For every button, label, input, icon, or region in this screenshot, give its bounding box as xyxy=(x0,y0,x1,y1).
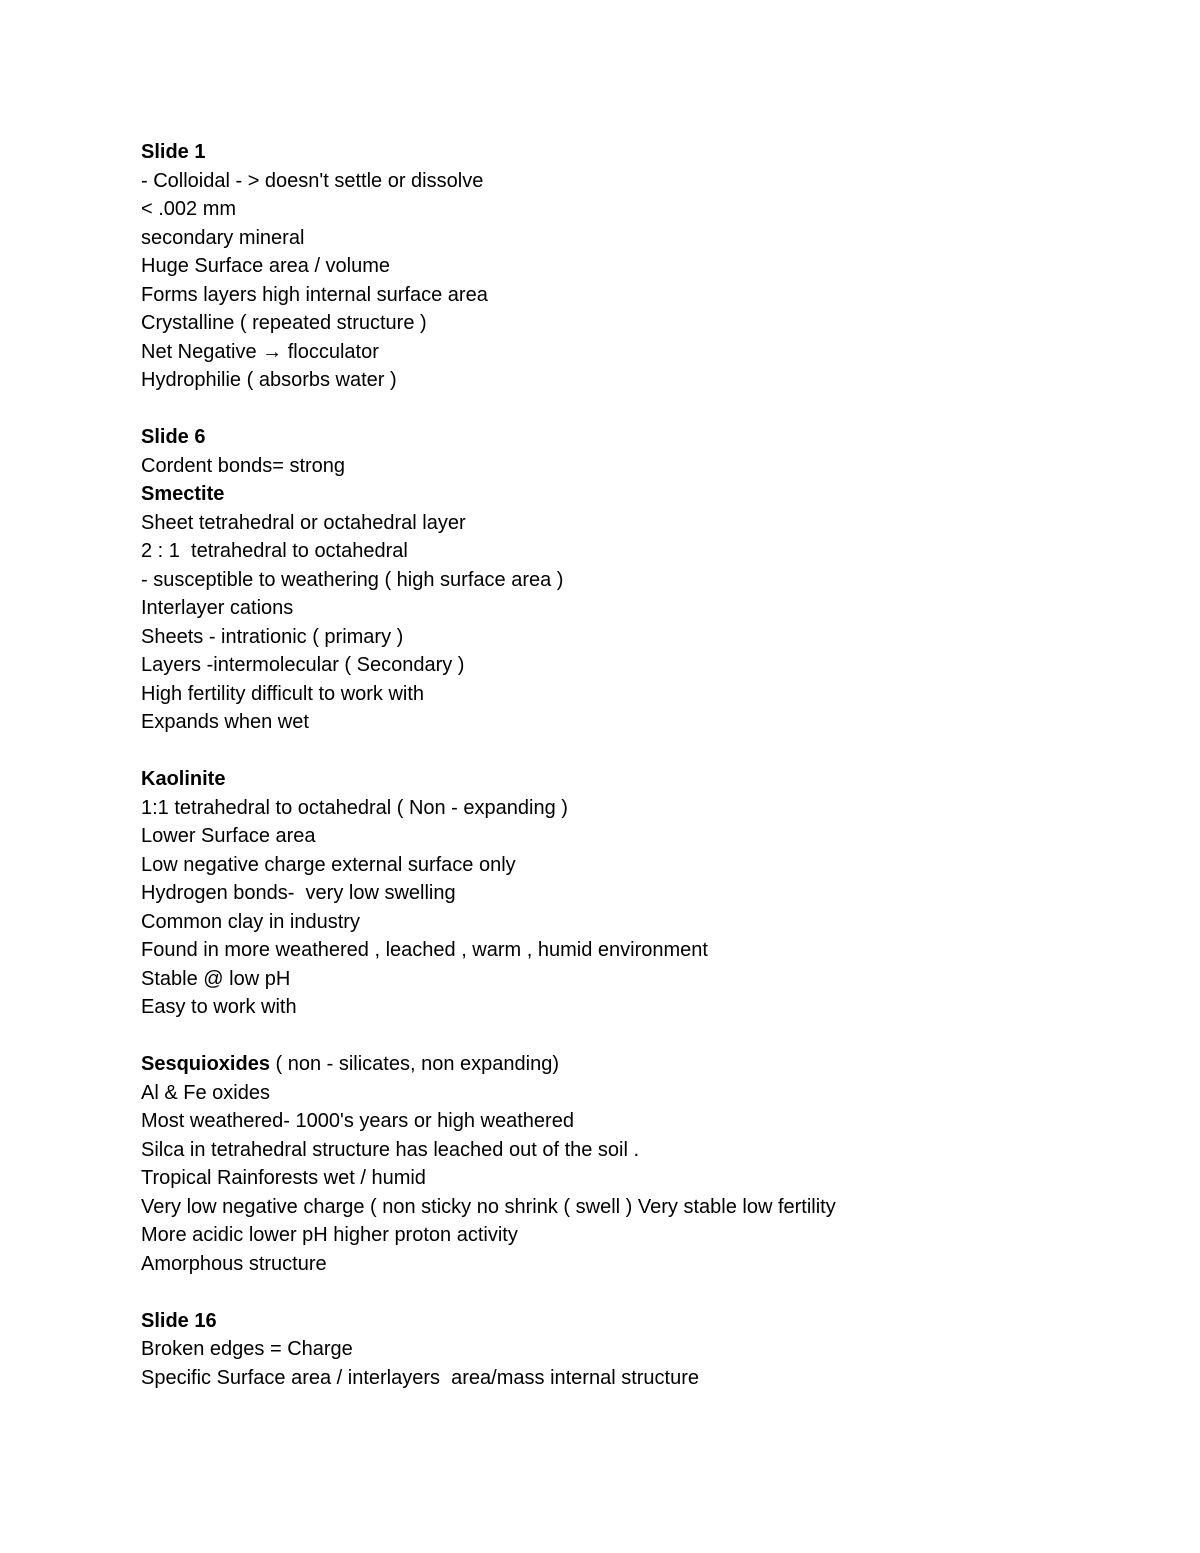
note-line: Easy to work with xyxy=(141,996,297,1018)
note-line: Expands when wet xyxy=(141,711,309,733)
note-line: High fertility difficult to work with xyxy=(141,682,425,705)
note-line: Crystalline ( repeated structure ) xyxy=(141,312,427,334)
note-line: Cordent bonds= strong xyxy=(141,454,346,477)
note-line: Found in more weathered , leached , warm , humid environment xyxy=(141,939,708,961)
note-line: - Colloidal - > doesn't settle or dissolve xyxy=(141,169,484,192)
note-line: Huge Surface area / volume xyxy=(141,255,391,277)
subheading-smectite: Smectite xyxy=(141,483,225,505)
blank-line xyxy=(141,1278,1141,1307)
note-line: Hydrogen bonds- very low swelling xyxy=(141,882,456,904)
section-heading-sesquioxides xyxy=(141,1050,1141,1079)
note-line: < .002 mm xyxy=(141,198,237,220)
note-line: - susceptible to weathering ( high surface area ) xyxy=(141,568,564,591)
blank-line xyxy=(141,395,1141,424)
note-line: Lower Surface area xyxy=(141,825,316,847)
note-line: Amorphous structure xyxy=(141,1252,327,1275)
note-line: secondary mineral xyxy=(141,226,305,249)
note-line: Very low negative charge ( non sticky no shrink ( swell ) Very stable low fertility xyxy=(141,1195,836,1218)
note-line: Forms layers high internal surface area xyxy=(141,283,488,306)
note-line: Sheets - intrationic ( primary ) xyxy=(141,625,404,648)
note-line: Low negative charge external surface only xyxy=(141,853,516,876)
document-page xyxy=(141,138,1141,1392)
note-line: Specific Surface area / interlayers area/mass internal structure xyxy=(141,1366,700,1389)
note-line: 1:1 tetrahedral to octahedral ( Non - expanding ) xyxy=(141,796,568,819)
note-line: Al & Fe oxides xyxy=(141,1081,270,1104)
note-line: More acidic lower pH higher proton activity xyxy=(141,1224,518,1246)
section-heading-slide-16: Slide 16 xyxy=(141,1309,217,1332)
note-line: Common clay in industry xyxy=(141,910,360,933)
note-line: Tropical Rainforests wet / humid xyxy=(141,1167,426,1189)
note-line: Hydrophilie ( absorbs water ) xyxy=(141,369,397,391)
heading-bold-text: Sesquioxides xyxy=(141,1053,270,1075)
note-line: Most weathered- 1000's years or high weathered xyxy=(141,1110,574,1132)
note-line: Interlayer cations xyxy=(141,597,294,619)
blank-line xyxy=(141,737,1141,766)
note-line: Broken edges = Charge xyxy=(141,1338,353,1360)
note-line: Stable @ low pH xyxy=(141,967,291,990)
note-line: Sheet tetrahedral or octahedral layer xyxy=(141,511,466,534)
note-line: 2 : 1 tetrahedral to octahedral xyxy=(141,540,408,562)
section-heading-slide-6: Slide 6 xyxy=(141,426,206,448)
blank-line xyxy=(141,1022,1141,1051)
section-heading-slide-1: Slide 1 xyxy=(141,141,206,163)
note-line: Net Negative → flocculator xyxy=(141,340,379,363)
section-heading-kaolinite: Kaolinite xyxy=(141,768,226,790)
note-line: Layers -intermolecular ( Secondary ) xyxy=(141,654,465,676)
heading-suffix-text: ( non - silicates, non expanding) xyxy=(269,1053,559,1075)
note-line: Silca in tetrahedral structure has leached out of the soil . xyxy=(141,1138,640,1161)
